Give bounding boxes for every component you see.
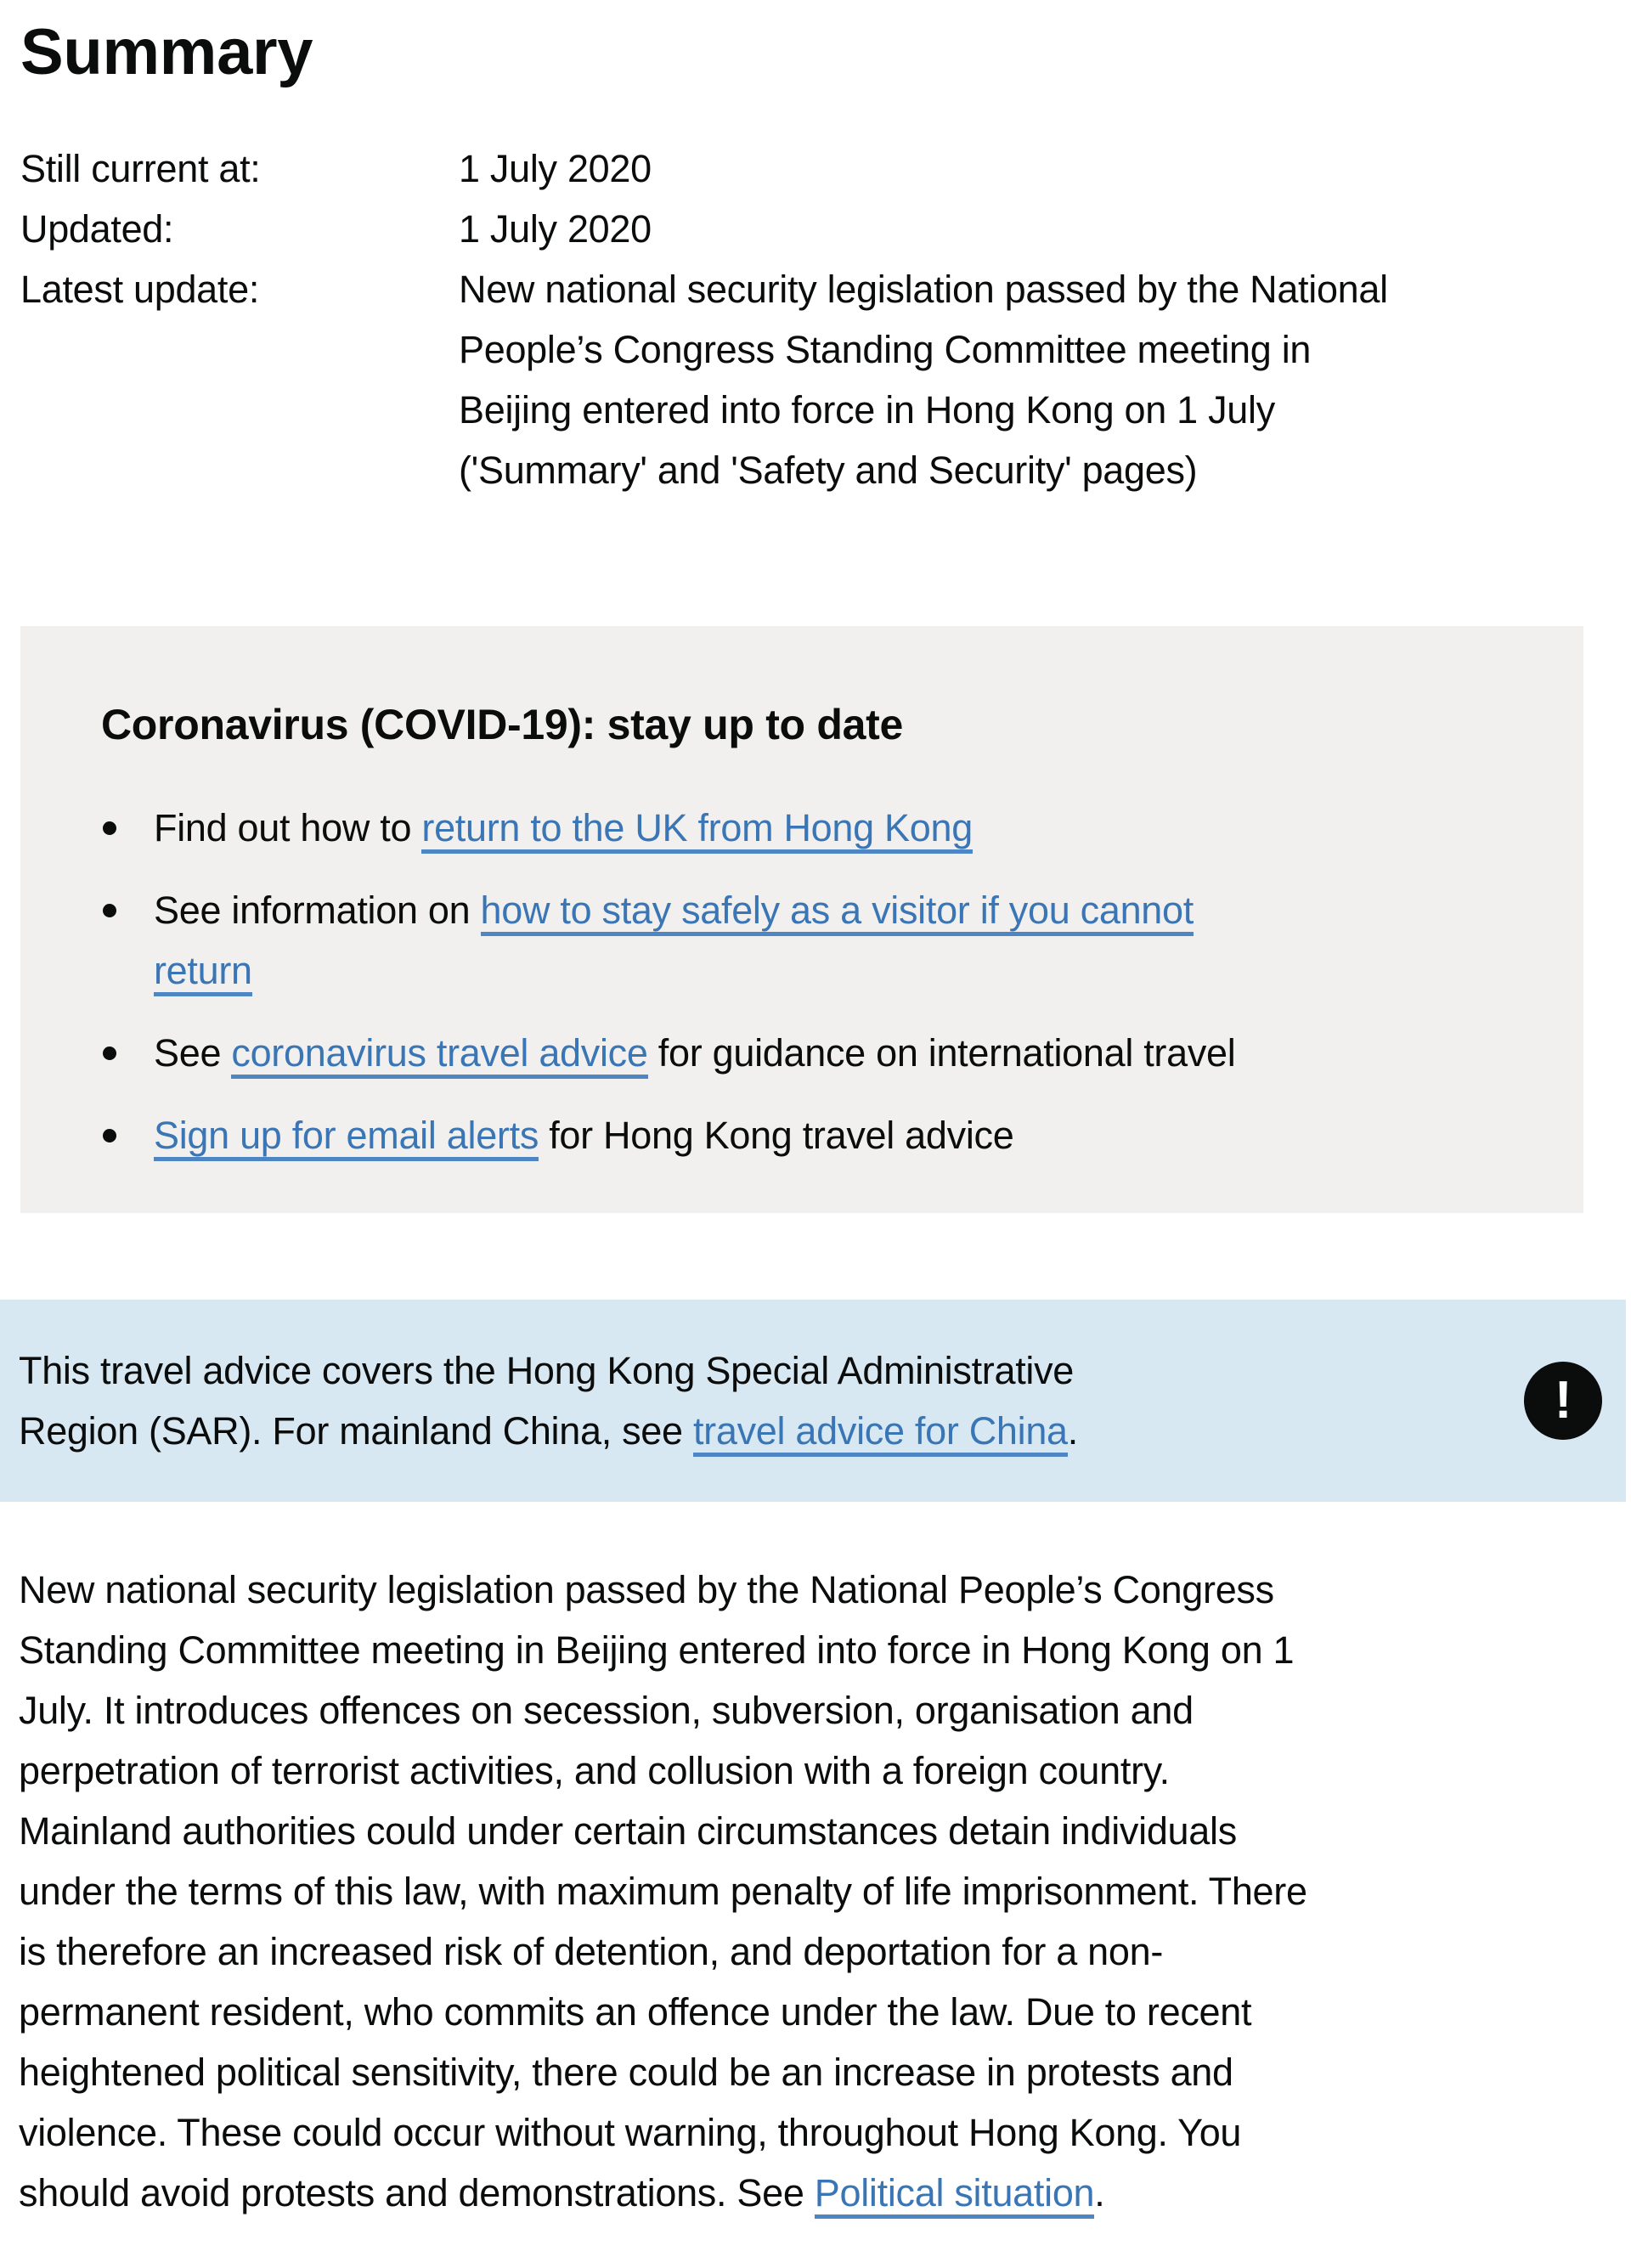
coronavirus-travel-advice-link[interactable]: coronavirus travel advice — [231, 1031, 647, 1079]
covid-bullet-stay-safely — [101, 880, 1532, 1001]
text-run: permanent resident, who commits an offence under the law. Due to recent — [19, 1990, 1252, 2034]
email-alerts-signup-link[interactable]: Sign up for email alerts — [154, 1114, 539, 1161]
text-run: perpetration of terrorist activities, and collusion with a foreign country. — [19, 1749, 1170, 1793]
text-run: is therefore an increased risk of detention, and deportation for a non- — [19, 1930, 1164, 1974]
text-run: Find out how to — [154, 806, 422, 850]
sar-notice-banner — [0, 1300, 1626, 1502]
summary-metadata — [20, 138, 1611, 500]
security-legislation-paragraph — [19, 1560, 1611, 2223]
meta-row-latest-update — [20, 259, 1611, 500]
text-run: for Hong Kong travel advice — [539, 1114, 1014, 1158]
updated-label: Updated: — [20, 207, 174, 251]
text-run: under the terms of this law, with maximum penalty of life imprisonment. There — [19, 1870, 1307, 1914]
text-run: Region (SAR). For mainland China, see — [19, 1409, 693, 1453]
political-situation-link[interactable]: Political situation — [815, 2171, 1094, 2219]
text-run: . — [1094, 2171, 1105, 2215]
stay-safely-visitor-link[interactable]: how to stay safely as a visitor if you cannot — [481, 889, 1194, 936]
latest-update-value: New national security legislation passed by the National People’s Congress Standing Committee meeting in Beijing entered into force in Hong Kong on 1 July ('Summary' and 'Safety and Security' pages) — [459, 268, 1388, 493]
still-current-label: Still current at: — [20, 147, 261, 191]
text-run: This travel advice covers the Hong Kong Special Administrative — [19, 1349, 1075, 1393]
covid-box-heading: Coronavirus (COVID-19): stay up to date — [101, 701, 903, 749]
text-run: New national security legislation passed by the National People’s Congress — [19, 1568, 1274, 1612]
text-run: for guidance on international travel — [647, 1031, 1236, 1075]
exclamation-icon: ! — [1524, 1362, 1602, 1440]
covid-bullet-return-to-uk — [101, 798, 1532, 858]
sar-notice-text — [19, 1340, 1465, 1461]
updated-value: 1 July 2020 — [459, 207, 652, 251]
still-current-value: 1 July 2020 — [459, 147, 652, 191]
china-travel-advice-link[interactable]: travel advice for China — [693, 1409, 1068, 1457]
text-run: See — [154, 1031, 232, 1075]
text-run: July. It introduces offences on secession, subversion, organisation and — [19, 1689, 1194, 1733]
text-run: . — [1067, 1409, 1078, 1453]
meta-row-still-current — [20, 138, 1611, 199]
covid-bullet-list — [101, 798, 1532, 1165]
stay-safely-visitor-link[interactable]: return — [154, 949, 252, 996]
text-run: violence. These could occur without warning, throughout Hong Kong. You — [19, 2111, 1242, 2155]
meta-row-updated — [20, 199, 1611, 259]
latest-update-label: Latest update: — [20, 268, 260, 312]
covid-bullet-travel-advice — [101, 1023, 1532, 1083]
covid-bullet-email-alerts — [101, 1105, 1532, 1165]
page-title: Summary — [20, 16, 313, 88]
text-run: heightened political sensitivity, there could be an increase in protests and — [19, 2051, 1233, 2095]
text-run: Mainland authorities could under certain circumstances detain individuals — [19, 1809, 1237, 1853]
text-run: See information on — [154, 889, 481, 933]
text-run: Standing Committee meeting in Beijing entered into force in Hong Kong on 1 — [19, 1628, 1295, 1673]
return-to-uk-link[interactable]: return to the UK from Hong Kong — [421, 806, 973, 854]
covid-update-box — [20, 626, 1583, 1213]
text-run: should avoid protests and demonstrations. See — [19, 2171, 815, 2215]
